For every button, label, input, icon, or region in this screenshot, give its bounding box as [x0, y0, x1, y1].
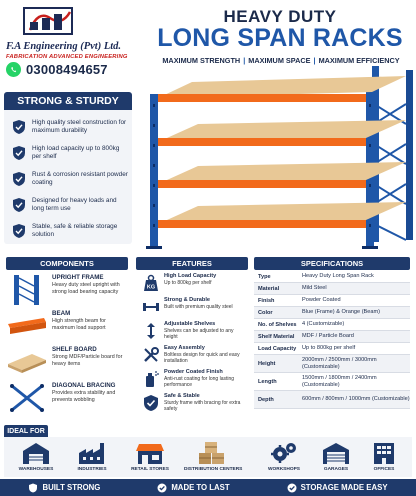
- spec-value: 2000mm / 2500mm / 3000mm (Customizable): [302, 356, 377, 370]
- feature-name: Strong & Durable: [164, 297, 210, 303]
- upright-frame-icon: [6, 274, 48, 306]
- shield-icon: [12, 171, 26, 187]
- feature-name: Easy Assembly: [164, 345, 205, 351]
- component-name: DIAGONAL BRACING: [52, 382, 116, 389]
- feature-desc: Boltless design for quick and easy installation: [164, 352, 240, 364]
- spec-row: [254, 331, 410, 343]
- component-desc: Heavy duty steel upright with strong load bearing capacity: [52, 282, 120, 295]
- spec-value: 1500mm / 1800mm / 2400mm (Customizable): [302, 374, 377, 388]
- factory-icon: [77, 441, 107, 465]
- company-logo-icon: [20, 4, 76, 38]
- spec-row: [254, 319, 410, 331]
- spec-key: Height: [258, 360, 276, 367]
- ideal-item: [64, 441, 120, 477]
- spec-key: Shelf Material: [258, 333, 295, 340]
- sturdy-item-text: High load capacity up to 800kg per shelf: [32, 145, 120, 160]
- bracing-icon: [6, 382, 48, 414]
- sturdy-item: [12, 140, 130, 166]
- rack-illustration: [134, 64, 416, 250]
- feature-desc: Sturdy frame with bracing for extra safety: [164, 400, 241, 412]
- adjust-arrows-icon: [142, 322, 160, 340]
- spec-key: Material: [258, 285, 280, 292]
- store-icon: [135, 441, 165, 465]
- shield-icon: [12, 197, 26, 213]
- feature-item: [142, 296, 246, 322]
- tools-icon: [142, 346, 160, 364]
- company-name: F.A Engineering (Pvt) Ltd.: [6, 41, 122, 52]
- spec-key: Finish: [258, 297, 275, 304]
- ideal-for-title: IDEAL FOR: [4, 425, 48, 437]
- features-title: FEATURES: [136, 257, 248, 270]
- spec-value: Powder Coated: [302, 297, 341, 303]
- subtitle-separator: |: [313, 56, 316, 65]
- component-item: [6, 272, 128, 308]
- gears-icon: [269, 441, 299, 465]
- feature-name: Safe & Stable: [164, 393, 200, 399]
- safety-shield-icon: [142, 394, 160, 412]
- spec-row: [254, 307, 410, 319]
- sturdy-item-text: Rust & corrosion resistant powder coating: [32, 171, 128, 186]
- spec-row: [254, 295, 410, 307]
- specifications-title: SPECIFICATIONS: [254, 257, 410, 270]
- subtitle-part: MAXIMUM EFFICIENCY: [318, 56, 400, 65]
- ideal-item-name: DISTRIBUTION CENTERS: [184, 467, 243, 472]
- footer-item: [157, 483, 229, 493]
- ideal-item: [8, 441, 64, 477]
- garage-icon: [321, 441, 351, 465]
- spec-value: 4 (Customizable): [302, 321, 345, 327]
- component-name: BEAM: [52, 310, 71, 317]
- spec-row: [254, 391, 410, 409]
- ideal-item-name: WAREHOUSES: [18, 467, 54, 472]
- component-item: [6, 380, 128, 416]
- spec-key: No. of Shelves: [258, 321, 297, 328]
- sturdy-item: [12, 192, 130, 218]
- subtitle-separator: |: [243, 56, 246, 65]
- feature-name: High Load Capacity: [164, 273, 217, 279]
- spec-value: Blue (Frame) & Orange (Beam): [302, 309, 381, 315]
- feature-item: [142, 344, 246, 370]
- ideal-item-name: RETAIL STORES: [131, 467, 169, 472]
- spec-value: Up to 800kg per shelf: [302, 345, 356, 351]
- footer-text: STORAGE MADE EASY: [300, 483, 388, 492]
- ideal-item: [122, 441, 178, 477]
- strong-sturdy-title: STRONG & STURDY: [4, 92, 132, 110]
- footer-text: MADE TO LAST: [171, 483, 230, 492]
- kg-badge-text: KG: [146, 284, 156, 291]
- feature-item: [142, 272, 246, 298]
- subtitle-part: MAXIMUM SPACE: [248, 56, 311, 65]
- component-desc: Strong MDF/Particle board for heavy items: [52, 354, 123, 367]
- office-icon: [369, 441, 399, 465]
- feature-desc: Anti-rust coating for long lasting performance: [164, 376, 235, 388]
- spec-row: [254, 373, 410, 391]
- ideal-item: [184, 441, 243, 477]
- beam-icon: [6, 310, 48, 342]
- ideal-item-name: OFFICES: [373, 467, 395, 472]
- feature-desc: Shelves can be adjusted to any height: [164, 328, 234, 340]
- spec-key: Depth: [258, 396, 274, 403]
- phone-number: 03008494657: [26, 61, 108, 77]
- shelf-board-icon: [6, 346, 48, 378]
- spec-key: Load Capacity: [258, 345, 297, 352]
- title-heavy-duty: HEAVY DUTY: [223, 7, 337, 26]
- sturdy-item: [12, 166, 130, 192]
- components-title: COMPONENTS: [6, 257, 128, 270]
- shield-icon: [12, 119, 26, 135]
- feature-item: [142, 368, 246, 394]
- page-title: LONG SPAN RACKS: [157, 24, 403, 52]
- check-icon: [287, 483, 297, 493]
- component-item: [6, 344, 128, 380]
- dumbbell-icon: [142, 298, 160, 316]
- footer-item: [287, 483, 388, 493]
- strong-sturdy-panel: [4, 92, 132, 244]
- feature-name: Powder Coated Finish: [164, 369, 223, 375]
- ideal-item-name: INDUSTRIES: [77, 467, 107, 472]
- shield-icon: [28, 483, 38, 493]
- component-item: [6, 308, 128, 344]
- check-icon: [157, 483, 167, 493]
- spec-key: Color: [258, 309, 273, 316]
- feature-desc: Up to 800kg per shelf: [164, 280, 212, 286]
- shield-icon: [12, 223, 26, 239]
- footer-item: [28, 483, 100, 493]
- feature-desc: Built with premium quality steel: [164, 304, 233, 310]
- spec-value: Heavy Duty Long Span Rack: [302, 273, 374, 279]
- footer-text: BUILT STRONG: [42, 483, 101, 492]
- sturdy-item-text: High quality steel construction for maximum durability: [32, 119, 127, 134]
- sturdy-item-text: Designed for heavy loads and long term use: [32, 197, 117, 212]
- subtitle-part: MAXIMUM STRENGTH: [162, 56, 241, 65]
- spec-row: [254, 343, 410, 355]
- spec-row: [254, 283, 410, 295]
- ideal-item: [356, 441, 412, 477]
- ideal-item-name: GARAGES: [323, 467, 349, 472]
- company-tagline: FABRICATION ADVANCED ENGINEERING: [6, 54, 128, 60]
- ideal-item: [256, 441, 312, 477]
- feature-name: Adjustable Shelves: [164, 321, 216, 327]
- spec-value: 600mm / 800mm / 1000mm (Customizable): [302, 396, 410, 402]
- sturdy-item: [12, 218, 130, 244]
- spec-value: MDF / Particle Board: [302, 333, 354, 339]
- spec-key: Length: [258, 378, 277, 385]
- spec-row: [254, 271, 410, 283]
- shield-icon: [12, 145, 26, 161]
- boxes-icon: [197, 441, 227, 465]
- component-desc: High strength beam for maximum load support: [52, 318, 106, 331]
- kg-weight-icon: [142, 274, 160, 292]
- warehouse-icon: [21, 441, 51, 465]
- spec-row: [254, 355, 410, 373]
- sturdy-item-text: Stable, safe & reliable storage solution: [32, 223, 118, 238]
- footer-bar: [0, 479, 416, 496]
- feature-item: [142, 320, 246, 346]
- feature-item: [142, 392, 246, 418]
- component-desc: Provides extra stability and prevents wobbling: [52, 390, 116, 403]
- component-name: SHELF BOARD: [52, 346, 97, 353]
- spray-icon: [142, 370, 160, 388]
- phone-contact[interactable]: [6, 60, 108, 78]
- ideal-item-name: WORKSHOPS: [268, 467, 300, 472]
- spec-value: Mild Steel: [302, 285, 327, 291]
- whatsapp-icon: [6, 62, 21, 77]
- spec-key: Type: [258, 273, 271, 280]
- sturdy-item: [12, 114, 130, 140]
- component-name: UPRIGHT FRAME: [52, 274, 104, 281]
